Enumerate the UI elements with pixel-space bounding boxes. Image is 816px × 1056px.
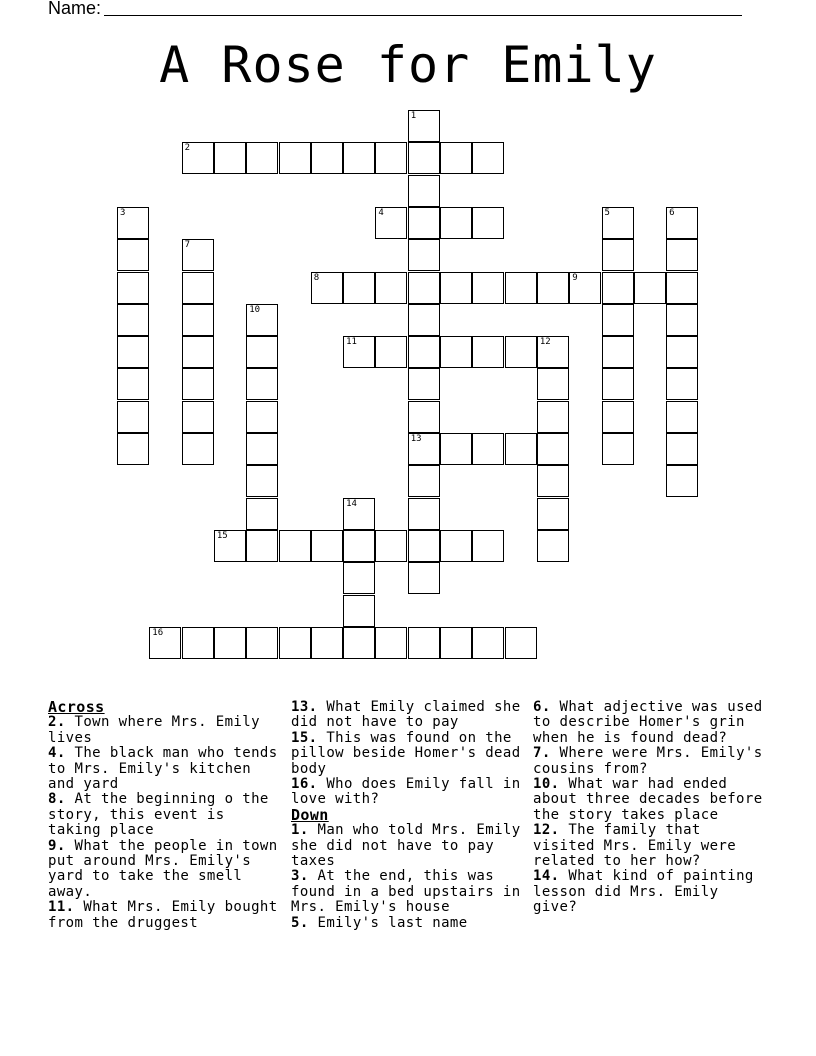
clue-number: 12. [533, 822, 560, 839]
down-heading: Down [291, 805, 329, 824]
grid-cell[interactable] [666, 433, 698, 465]
grid-cell[interactable] [537, 401, 569, 433]
grid-cell[interactable] [440, 207, 472, 239]
grid-cell[interactable] [440, 142, 472, 174]
clue-item [533, 746, 769, 777]
clue-number: 1. [291, 822, 309, 839]
grid-cell[interactable] [117, 336, 149, 368]
grid-cell[interactable] [440, 627, 472, 659]
grid-cell[interactable] [537, 498, 569, 530]
clue-text: The black man who tends to Mrs. Emily's kitchen and yard [48, 745, 278, 793]
grid-cell[interactable] [634, 272, 666, 304]
grid-cell[interactable] [279, 142, 311, 174]
clue-number-6: 6 [669, 207, 675, 218]
grid-cell[interactable] [408, 304, 440, 336]
grid-cell[interactable] [182, 627, 214, 659]
clue-number: 8. [48, 791, 66, 808]
clue-text: At the end, this was found in a bed upstairs in Mrs. Emily's house [291, 868, 521, 916]
clue-number: 14. [533, 868, 560, 885]
clue-column-1 [48, 700, 284, 931]
clue-text: What war had ended about three decades before the story takes place [533, 776, 763, 823]
grid-cell[interactable] [182, 401, 214, 433]
clue-item [48, 792, 284, 838]
clue-text: This was found on the pillow beside Homer's dead body [291, 729, 521, 777]
grid-cell[interactable] [246, 368, 278, 400]
clue-number: 10. [533, 776, 560, 793]
clue-number: 4. [48, 745, 66, 762]
grid-cell[interactable] [472, 142, 504, 174]
grid-cell[interactable] [246, 336, 278, 368]
grid-cell[interactable] [505, 272, 537, 304]
grid-cell[interactable] [537, 368, 569, 400]
grid-cell[interactable] [408, 175, 440, 207]
clue-number-14: 14 [346, 498, 357, 509]
clue-item [291, 869, 527, 915]
grid-cell[interactable] [182, 304, 214, 336]
grid-cell[interactable] [440, 336, 472, 368]
clue-item [48, 839, 284, 901]
clue-item [291, 777, 527, 808]
clue-text: What Emily claimed she did not have to pay [291, 699, 521, 731]
grid-cell[interactable] [279, 627, 311, 659]
grid-cell[interactable] [375, 142, 407, 174]
clue-number-4: 4 [378, 207, 384, 218]
grid-cell[interactable] [246, 465, 278, 497]
grid-cell[interactable] [666, 465, 698, 497]
grid-cell[interactable] [408, 530, 440, 562]
grid-cell[interactable] [182, 433, 214, 465]
clue-item [533, 869, 769, 915]
grid-cell[interactable] [472, 336, 504, 368]
grid-cell[interactable] [375, 272, 407, 304]
clue-text: Emily's last name [308, 914, 468, 931]
grid-cell[interactable] [602, 401, 634, 433]
clue-number-5: 5 [604, 207, 610, 218]
grid-cell[interactable] [602, 368, 634, 400]
grid-cell[interactable] [472, 627, 504, 659]
grid-cell[interactable] [408, 142, 440, 174]
grid-cell[interactable] [246, 401, 278, 433]
grid-cell[interactable] [343, 627, 375, 659]
clue-text: At the beginning o the story, this event is taking place [48, 791, 269, 839]
clue-number: 3. [291, 868, 309, 885]
grid-cell[interactable] [666, 304, 698, 336]
grid-cell[interactable] [343, 530, 375, 562]
grid-cell[interactable] [182, 368, 214, 400]
grid-cell[interactable] [375, 530, 407, 562]
across-heading: Across [48, 698, 105, 716]
grid-cell[interactable] [117, 239, 149, 271]
clue-number-9: 9 [572, 272, 578, 283]
clue-column-3 [533, 700, 769, 916]
grid-cell[interactable] [182, 336, 214, 368]
grid-cell[interactable] [246, 627, 278, 659]
clue-text: What kind of painting lesson did Mrs. Emily give? [533, 868, 754, 916]
grid-cell[interactable] [408, 562, 440, 594]
name-label: Name: [48, 0, 102, 18]
clue-item [533, 777, 769, 823]
grid-cell[interactable] [343, 272, 375, 304]
grid-cell[interactable] [408, 465, 440, 497]
clue-text: The family that visited Mrs. Emily were related to her how? [533, 822, 737, 870]
grid-cell[interactable] [343, 562, 375, 594]
clue-text: What the people in town put around Mrs. Emily's yard to take the smell away. [48, 837, 278, 900]
grid-cell[interactable] [117, 272, 149, 304]
clue-item [48, 715, 284, 746]
grid-cell[interactable] [408, 272, 440, 304]
grid-cell[interactable] [666, 336, 698, 368]
grid-cell[interactable] [279, 530, 311, 562]
grid-cell[interactable] [408, 207, 440, 239]
clue-text: What Mrs. Emily bought from the druggest [48, 899, 278, 931]
grid-cell[interactable] [117, 433, 149, 465]
grid-cell[interactable] [408, 239, 440, 271]
grid-cell[interactable] [214, 142, 246, 174]
grid-cell[interactable] [117, 401, 149, 433]
clue-item [291, 731, 527, 777]
grid-cell[interactable] [537, 272, 569, 304]
clue-number-7: 7 [184, 240, 191, 251]
clue-number-1: 1 [410, 111, 417, 121]
clue-number: 16. [291, 776, 318, 793]
clue-text: Who does Emily fall in love with? [291, 776, 521, 808]
clue-number-11: 11 [346, 337, 357, 348]
clue-number: 9. [48, 837, 66, 854]
grid-cell[interactable] [472, 272, 504, 304]
clue-item [291, 916, 527, 931]
clue-number-13: 13 [410, 434, 422, 444]
grid-cell[interactable] [408, 498, 440, 530]
grid-cell[interactable] [311, 627, 343, 659]
clue-item [533, 700, 769, 746]
grid-cell[interactable] [537, 465, 569, 497]
grid-cell[interactable] [602, 433, 634, 465]
clue-number-15: 15 [216, 530, 228, 541]
grid-cell[interactable] [472, 207, 504, 239]
grid-cell[interactable] [408, 627, 440, 659]
page-title: A Rose for Emily [159, 36, 657, 94]
clue-item [291, 823, 527, 869]
grid-cell[interactable] [375, 627, 407, 659]
grid-cell[interactable] [408, 336, 440, 368]
grid-cell[interactable] [472, 433, 504, 465]
grid-cell[interactable] [505, 433, 537, 465]
grid-cell[interactable] [440, 433, 472, 465]
grid-cell[interactable] [505, 627, 537, 659]
clue-number-8: 8 [313, 272, 320, 283]
grid-cell[interactable] [505, 336, 537, 368]
grid-cell[interactable] [666, 272, 698, 304]
clue-number: 5. [291, 914, 309, 931]
grid-cell[interactable] [246, 530, 278, 562]
grid-cell[interactable] [408, 368, 440, 400]
clue-number-2: 2 [184, 143, 191, 154]
grid-cell[interactable] [311, 530, 343, 562]
grid-cell[interactable] [246, 142, 278, 174]
grid-cell[interactable] [408, 401, 440, 433]
grid-cell[interactable] [375, 336, 407, 368]
grid-cell[interactable] [602, 272, 634, 304]
clue-number: 11. [48, 899, 75, 916]
grid-cell[interactable] [537, 433, 569, 465]
grid-cell[interactable] [311, 142, 343, 174]
clue-text: What adjective was used to describe Homer's grin when he is found dead? [533, 699, 763, 746]
grid-cell[interactable] [182, 272, 214, 304]
grid-cell[interactable] [537, 530, 569, 562]
grid-cell[interactable] [246, 433, 278, 465]
clue-column-2 [291, 700, 527, 931]
clue-number: 6. [533, 699, 551, 715]
clue-number: 13. [291, 699, 318, 715]
clue-item [48, 900, 284, 931]
grid-cell[interactable] [214, 627, 246, 659]
clue-number-16: 16 [152, 627, 164, 638]
grid-cell[interactable] [602, 239, 634, 271]
clue-item [533, 823, 769, 869]
grid-cell[interactable] [440, 530, 472, 562]
clue-text: Man who told Mrs. Emily she did not have to pay taxes [291, 822, 521, 870]
grid-cell[interactable] [472, 530, 504, 562]
grid-cell[interactable] [602, 304, 634, 336]
clue-number-3: 3 [120, 207, 126, 218]
grid-cell[interactable] [440, 272, 472, 304]
grid-cell[interactable] [666, 368, 698, 400]
clue-text: Where were Mrs. Emily's cousins from? [533, 745, 763, 777]
clue-number: 15. [291, 729, 318, 746]
grid-cell[interactable] [602, 336, 634, 368]
grid-cell[interactable] [343, 595, 375, 627]
clue-number-12: 12 [539, 337, 551, 348]
grid-cell[interactable] [246, 498, 278, 530]
clue-number: 7. [533, 745, 551, 762]
grid-cell[interactable] [666, 401, 698, 433]
grid-cell[interactable] [117, 304, 149, 336]
grid-cell[interactable] [343, 142, 375, 174]
grid-cell[interactable] [666, 239, 698, 271]
clue-item [291, 700, 527, 731]
clue-item [48, 746, 284, 792]
clue-number: 2. [48, 714, 66, 731]
clue-text: Town where Mrs. Emily lives [48, 714, 260, 746]
clue-number-10: 10 [249, 304, 261, 315]
grid-cell[interactable] [117, 368, 149, 400]
